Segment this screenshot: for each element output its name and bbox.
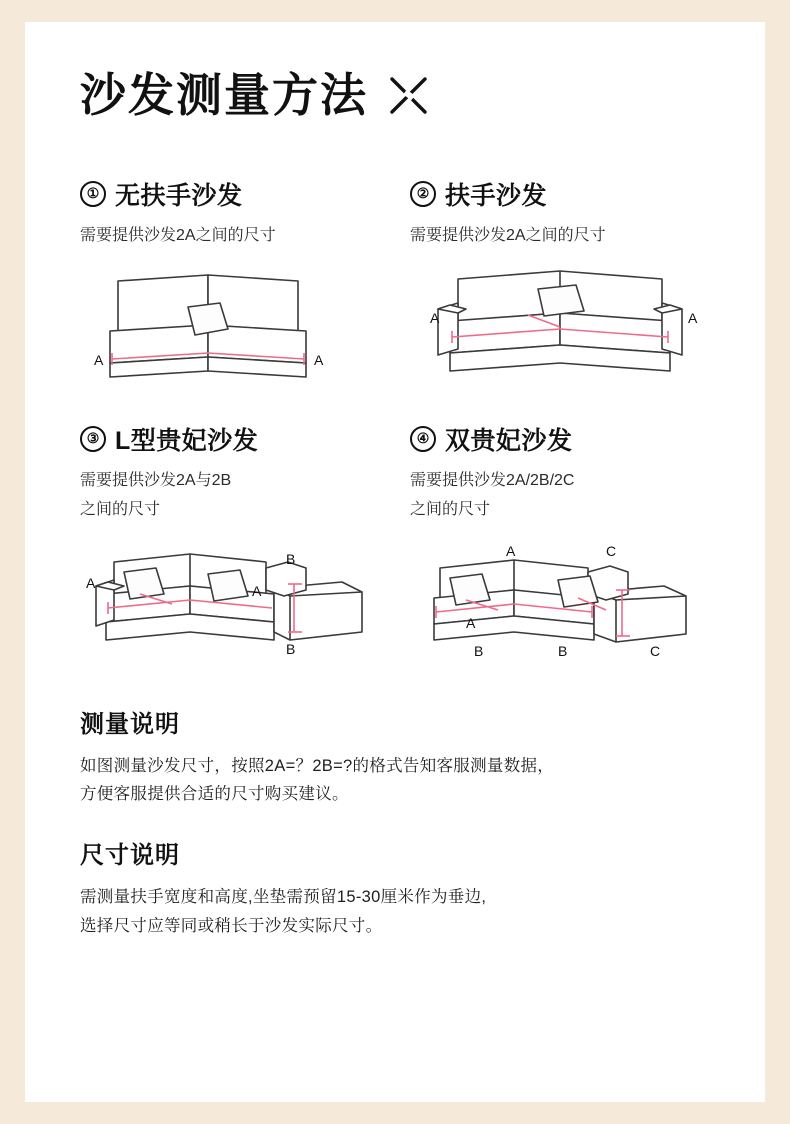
panel-4-desc-line2: 之间的尺寸 (410, 501, 491, 519)
panel-2-desc: 需要提供沙发2A之间的尺寸 (410, 227, 606, 244)
sofa-figure-double-chaise (410, 528, 710, 678)
panel-3-header (80, 421, 390, 457)
sofa-figure-armless (80, 253, 380, 403)
panel-double-chaise-sofa (410, 421, 720, 677)
panel-2-number: ② (410, 181, 436, 207)
label-a-left: A (430, 310, 440, 327)
label-b-left: B (474, 642, 484, 659)
content-inner (80, 69, 720, 967)
panel-3-number: ③ (80, 426, 106, 452)
panel-1-header (80, 176, 390, 212)
label-a-right: A (314, 352, 324, 369)
label-a-right: A (688, 310, 698, 327)
panel-armless-sofa (80, 176, 390, 403)
notes-section (80, 704, 720, 942)
panel-4-title: 双贵妃沙发 (445, 427, 573, 456)
note-size-title: 尺寸说明 (80, 842, 180, 870)
label-b-right: B (558, 642, 568, 659)
panel-3-desc-line1: 需要提供沙发2A与2B (80, 472, 232, 490)
label-b-top: B (286, 550, 296, 567)
note-measurement (80, 704, 720, 810)
sofa-figure-armed (410, 253, 710, 403)
panel-2-title: 扶手沙发 (445, 182, 548, 210)
panel-l-shape-chaise-sofa (80, 421, 390, 677)
label-c-top: C (606, 542, 617, 559)
panel-2-header (410, 176, 720, 212)
content-card (25, 22, 765, 1102)
note-size-line1: 需测量扶手宽度和高度,坐垫需预留15-30厘米作为垂边, (80, 888, 487, 907)
page-title-text: 沙发测量方法 (80, 69, 368, 121)
panel-4-number: ④ (410, 426, 436, 452)
note-size (80, 835, 720, 941)
label-a-right: A (252, 582, 262, 599)
panel-3-title: L型贵妃沙发 (115, 427, 259, 456)
panel-4-header (410, 421, 720, 457)
panel-1-desc: 需要提供沙发2A之间的尺寸 (80, 227, 276, 244)
label-a-seat: A (466, 614, 476, 631)
panel-armed-sofa (410, 176, 720, 403)
measurement-diagram-grid (80, 176, 720, 678)
panel-1-number: ① (80, 181, 106, 207)
label-c-bottom: C (650, 642, 661, 659)
label-b-bottom: B (286, 640, 296, 657)
note-measurement-title: 测量说明 (80, 710, 180, 738)
note-size-line2: 选择尺寸应等同或稍长于沙发实际尺寸。 (80, 917, 383, 936)
note-measurement-line1: 如图测量沙发尺寸，按照2A=？2B=?的格式告知客服测量数据， (80, 756, 555, 775)
panel-4-desc-line1: 需要提供沙发2A/2B/2C (410, 472, 575, 490)
label-a-left: A (94, 352, 104, 369)
note-measurement-line2: 方便客服提供合适的尺寸购买建议。 (80, 785, 349, 804)
sofa-figure-l-shape (80, 528, 380, 678)
panel-3-desc-line2: 之间的尺寸 (80, 501, 161, 519)
label-a-top: A (506, 542, 516, 559)
label-a-left: A (86, 574, 96, 591)
page-title (80, 69, 720, 121)
panel-1-title: 无扶手沙发 (115, 182, 243, 210)
scissors-icon (386, 72, 432, 118)
